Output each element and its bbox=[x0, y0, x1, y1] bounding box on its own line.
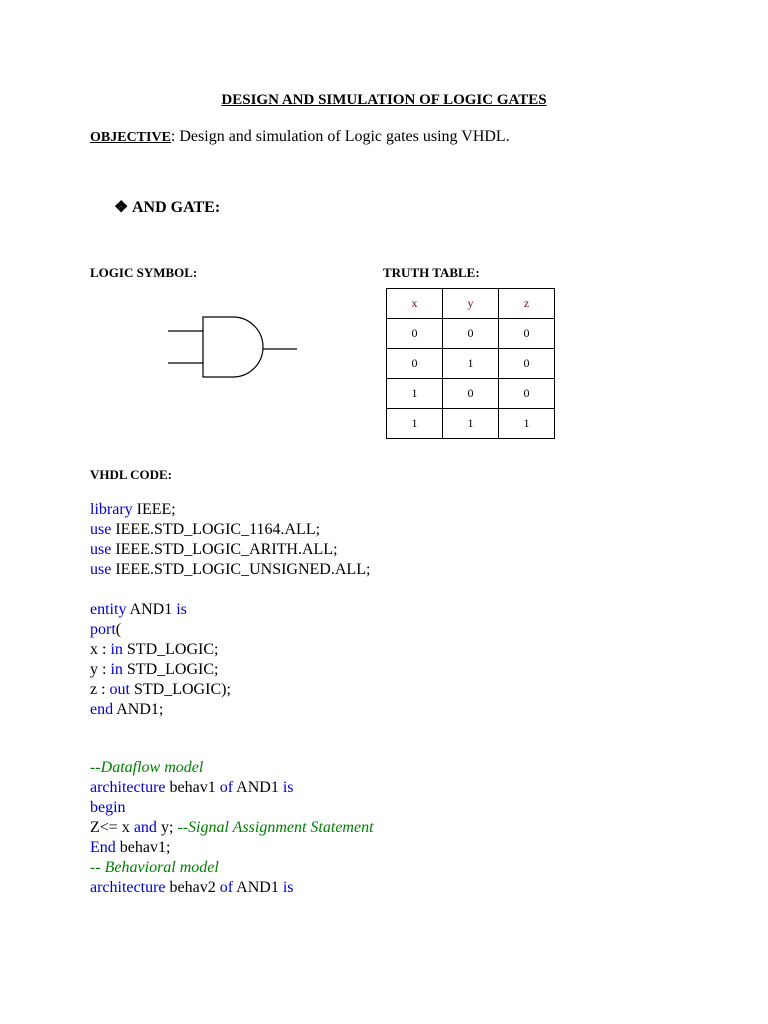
code-keyword: use bbox=[90, 541, 112, 558]
code-text: AND1 bbox=[126, 601, 177, 618]
code-keyword: architecture bbox=[90, 779, 166, 796]
code-keyword: of bbox=[219, 779, 234, 796]
code-text: AND1 bbox=[233, 779, 283, 796]
code-text: STD_LOGIC; bbox=[122, 641, 219, 658]
code-line bbox=[90, 818, 374, 838]
code-text: AND1 bbox=[233, 879, 283, 896]
table-cell: 0 bbox=[499, 379, 555, 409]
code-keyword: out bbox=[109, 681, 130, 698]
code-text: IEEE.STD_LOGIC_1164.ALL; bbox=[111, 521, 321, 538]
table-cell: 0 bbox=[443, 379, 499, 409]
truth-table-header bbox=[387, 289, 555, 319]
code-text: y; bbox=[156, 819, 178, 836]
code-keyword: port bbox=[90, 621, 116, 638]
code-line bbox=[90, 660, 218, 680]
objective-colon: : bbox=[170, 128, 176, 145]
section-title: AND GATE: bbox=[132, 199, 221, 216]
code-text: y : bbox=[90, 661, 111, 678]
code-text: behav1 bbox=[165, 779, 220, 796]
table-cell: 0 bbox=[443, 319, 499, 349]
code-text: Z<= x bbox=[90, 819, 134, 836]
page-title: DESIGN AND SIMULATION OF LOGIC GATES bbox=[221, 92, 547, 108]
header-cell: y bbox=[443, 289, 499, 319]
table-cell: 0 bbox=[387, 319, 443, 349]
code-line bbox=[90, 778, 293, 798]
diamond-bullet-icon: ❖ bbox=[114, 199, 129, 216]
table-row bbox=[387, 349, 555, 379]
objective-label: OBJECTIVE bbox=[90, 130, 171, 145]
table-cell: 1 bbox=[499, 409, 555, 439]
code-line bbox=[90, 600, 187, 620]
code-line bbox=[90, 520, 320, 540]
code-text: IEEE; bbox=[132, 501, 176, 518]
code-comment: -- Behavioral model bbox=[90, 859, 219, 876]
table-cell: 0 bbox=[499, 349, 555, 379]
code-line bbox=[90, 540, 338, 560]
code-text: behav2 bbox=[165, 879, 220, 896]
code-keyword: end bbox=[90, 701, 114, 718]
code-keyword: and bbox=[133, 819, 157, 836]
code-keyword: begin bbox=[90, 799, 126, 816]
code-text: x : bbox=[90, 641, 111, 658]
code-keyword: is bbox=[282, 879, 294, 896]
code-line bbox=[90, 758, 203, 778]
table-cell: 0 bbox=[387, 349, 443, 379]
code-line bbox=[90, 560, 370, 580]
code-comment: --Signal Assignment Statement bbox=[177, 819, 374, 836]
code-keyword: is bbox=[176, 601, 187, 618]
table-cell: 0 bbox=[499, 319, 555, 349]
code-keyword: End bbox=[90, 839, 116, 856]
truth-table bbox=[386, 288, 555, 439]
header-cell: z bbox=[499, 289, 555, 319]
code-text: STD_LOGIC); bbox=[130, 681, 231, 698]
code-line bbox=[90, 798, 126, 818]
code-line bbox=[90, 680, 231, 700]
code-line bbox=[90, 858, 219, 878]
code-keyword: library bbox=[90, 501, 133, 518]
and-gate-body bbox=[203, 317, 263, 377]
code-text: STD_LOGIC; bbox=[122, 661, 219, 678]
objective-line bbox=[90, 128, 510, 146]
code-text: ( bbox=[115, 621, 122, 638]
code-keyword: in bbox=[110, 661, 123, 678]
vhdl-code-label: VHDL CODE: bbox=[90, 467, 172, 482]
code-text: z : bbox=[90, 681, 110, 698]
code-line bbox=[90, 700, 163, 720]
header-cell: x bbox=[387, 289, 443, 319]
table-cell: 1 bbox=[443, 349, 499, 379]
code-keyword: of bbox=[219, 879, 234, 896]
table-row bbox=[387, 409, 555, 439]
code-text: AND1; bbox=[113, 701, 164, 718]
code-line bbox=[90, 878, 293, 898]
objective-text: Design and simulation of Logic gates using VHDL. bbox=[175, 128, 510, 145]
table-cell: 1 bbox=[387, 409, 443, 439]
code-keyword: architecture bbox=[90, 879, 166, 896]
code-keyword: in bbox=[110, 641, 123, 658]
table-row bbox=[387, 379, 555, 409]
code-text: behav1; bbox=[115, 839, 171, 856]
code-line bbox=[90, 620, 121, 640]
code-keyword: is bbox=[282, 779, 294, 796]
truth-table-label: TRUTH TABLE: bbox=[383, 265, 480, 280]
code-keyword: use bbox=[90, 521, 112, 538]
code-text: IEEE.STD_LOGIC_ARITH.ALL; bbox=[111, 541, 338, 558]
code-keyword: entity bbox=[90, 601, 127, 618]
table-cell: 1 bbox=[387, 379, 443, 409]
code-line bbox=[90, 640, 218, 660]
logic-symbol-label: LOGIC SYMBOL: bbox=[90, 265, 198, 280]
code-line bbox=[90, 500, 176, 520]
code-text: IEEE.STD_LOGIC_UNSIGNED.ALL; bbox=[111, 561, 371, 578]
table-cell: 1 bbox=[443, 409, 499, 439]
and-gate-symbol bbox=[160, 310, 305, 390]
code-keyword: use bbox=[90, 561, 112, 578]
code-comment: --Dataflow model bbox=[90, 759, 204, 776]
code-line bbox=[90, 838, 170, 858]
table-row bbox=[387, 319, 555, 349]
section-heading-and-gate bbox=[114, 197, 220, 217]
